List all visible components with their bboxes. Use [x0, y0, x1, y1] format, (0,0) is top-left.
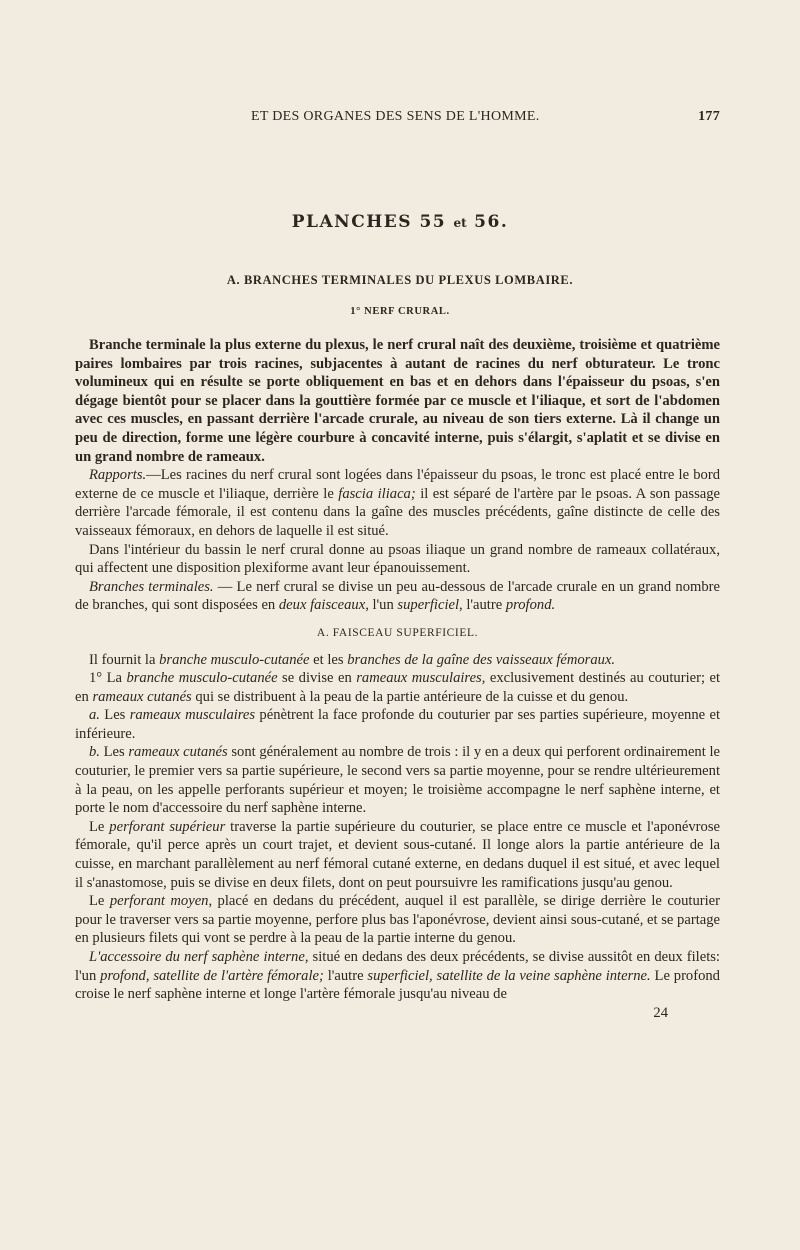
- text-run: sont généralement au nombre de trois : il y en a deux qui perforent ordinairement le couturier, le premier vers sa partie supérieure, le second vers sa partie moyenne, pour se rendre ultérieurement à la peau, on les appelle perforants supérieur et moyen; le troisième accompagne le nerf saphène interne, et porte le nom d'accessoire du nerf saphène interne.: [75, 744, 720, 817]
- text-run: il est séparé de l'artère par le psoas. A son passage derrière l'arcade fémorale, il est contenu dans la gaîne des muscles précédents, gaîne distincte de celle des vaisseaux fémoraux, en dehors de laquelle il est situé.: [75, 485, 721, 539]
- section-a-title: A. BRANCHES TERMINALES DU PLEXUS LOMBAIRE.: [226, 273, 574, 287]
- italic-run: branches de la gaîne des vaisseaux fémoraux.: [347, 651, 616, 668]
- italic-run: perforant supérieur: [109, 818, 226, 835]
- text-run: se divise en: [277, 670, 357, 687]
- italic-run: rameaux musculaires: [129, 707, 256, 724]
- text-run: l'autre: [323, 967, 368, 984]
- text-run: , l'un: [365, 597, 398, 614]
- paragraph-intro: Branche terminale la plus externe du plexus, le nerf crural naît des deuxième, troisième et quatrième paires lombaires par trois racines, subjacentes à autant de racines du nerf obturateur. Le tronc volumineux qui en résulte se porte obliquement en bas et en dehors dans l'épaisseur du psoas, s'en dégage bientôt pour se placer dans la gouttière formée par ce muscle et l'iliaque, et sort de l'abdomen avec ces muscles, en passant derrière l'arcade crurale, au niveau de son tiers externe. Là il change un peu de direction, forme une légère courbure à concavité interne, puis s'élargit, s'aplatit et se divise en un grand nombre de rameaux.: [75, 337, 720, 465]
- text-run: —Les racines du nerf crural sont logées dans l'épaisseur du psoas, le tronc est placé entre le bord externe de ce muscle et l'iliaque, derrière le: [75, 467, 720, 502]
- subsection-title: 1° NERF CRURAL.: [350, 306, 450, 317]
- running-title: ET DES ORGANES DES SENS DE L'HOMME.: [251, 109, 540, 124]
- plates-title-et: et: [453, 216, 467, 230]
- paragraph-accessoire: [75, 948, 720, 1004]
- italic-run: profond.: [505, 597, 556, 614]
- text-run: , situé en dedans des deux précédents, se divise aussitôt en deux filets: l'un: [75, 949, 720, 984]
- italic-run: branche musculo-cutanée: [159, 651, 310, 668]
- italic-run: branche musculo-cutanée: [126, 670, 278, 687]
- text-run: pénètrent la face profonde du couturier par ses parties supérieure, moyenne et inférieure.: [75, 707, 720, 742]
- lead-rapports: Rapports.: [89, 467, 147, 484]
- italic-run: superficiel: [397, 597, 460, 614]
- text-run: et les: [309, 651, 348, 668]
- body-text: [75, 336, 720, 1022]
- sub-a-title: A. FAISCEAU SUPERFICIEL.: [316, 626, 479, 639]
- paragraph-bassin: Dans l'intérieur du bassin le nerf crural donne au psoas iliaque un grand nombre de rameaux collatéraux, qui affectent une disposition plexiforme avant leur épanouissement.: [75, 541, 720, 577]
- text-run: Les: [99, 744, 129, 761]
- signature-mark: 24: [653, 1004, 668, 1021]
- text-run: 1° La: [89, 670, 127, 687]
- italic-run: perforant moyen: [109, 893, 209, 910]
- paragraph-rapports: [75, 466, 720, 540]
- paragraph-fournit: [75, 651, 720, 670]
- text-run: Le: [89, 818, 110, 835]
- plates-title-main: PLANCHES 55: [291, 212, 447, 232]
- paragraph-branches: [75, 578, 720, 615]
- paragraph-b: [75, 743, 720, 817]
- lead-branches: Branches terminales.: [89, 578, 214, 595]
- text-run: , l'autre: [459, 597, 506, 614]
- plates-title-num: 56.: [474, 212, 509, 232]
- text-run: Le profond croise le nerf saphène interne et longe l'artère fémorale jusqu'au niveau de: [75, 967, 720, 1003]
- paragraph-perforant-moyen: [75, 892, 720, 948]
- italic-run: fascia iliaca;: [338, 485, 416, 502]
- italic-run: superficiel, satellite de la veine saphène interne.: [367, 967, 651, 984]
- text-run: traverse la partie supérieure du couturier, se place entre ce muscle et l'aponévrose fémorale, qu'il perce après un court trajet, et devient sous-cutané. Il longe alors la partie antérieure de la cuisse, en marchant parallèlement au nerf fémoral cutané externe, en dedans duquel il est situé, et avec lequel il s'anastomose, puis se divise en deux filets, dont on peut poursuivre les ramifications jusqu'au genou.: [75, 818, 720, 891]
- italic-run: deux faisceaux: [278, 597, 366, 614]
- text-run: Le: [89, 893, 110, 910]
- italic-run: L'accessoire du nerf saphène interne: [89, 949, 305, 965]
- paragraph-musculo-cutanee: [75, 669, 720, 706]
- paragraph-a: [75, 706, 720, 743]
- text-run: — Le nerf crural se divise un peu au-dessous de l'arcade crurale en un grand nombre de branches, qui sont disposées en: [75, 578, 721, 614]
- italic-run: profond, satellite de l'artère fémorale;: [100, 967, 324, 984]
- paragraph-perforant-superieur: [75, 818, 720, 892]
- lead-b: b.: [89, 744, 100, 761]
- text-run: Il fournit la: [89, 651, 160, 668]
- text-run: , placé en dedans du précédent, auquel il est parallèle, se dirige derrière le couturier pour le traverser vers sa partie moyenne, perfore plus bas l'aponévrose, devient ainsi sous-cutané, et se partage en plusieurs filets qui vont se perdre à la peau de la partie interne du genou.: [75, 893, 720, 947]
- italic-run: rameaux cutanés: [92, 688, 192, 705]
- italic-run: rameaux musculaires: [356, 670, 482, 687]
- text-run: Les: [99, 707, 130, 724]
- text-run: qui se distribuent à la peau de la partie antérieure de la cuisse et du genou.: [191, 688, 629, 705]
- text-run: , exclusivement destinés au couturier; et en: [75, 670, 721, 705]
- plates-title: [0, 212, 800, 232]
- page-number: 177: [698, 109, 720, 124]
- italic-run: rameaux cutanés: [128, 744, 228, 761]
- lead-a: a.: [89, 707, 100, 724]
